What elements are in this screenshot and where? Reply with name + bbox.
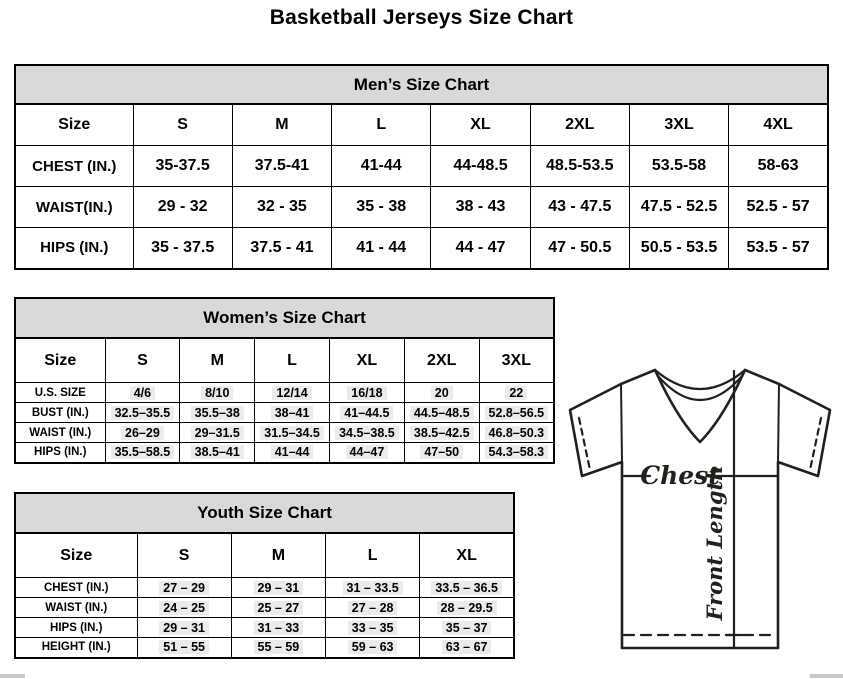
table-band-row bbox=[15, 493, 514, 533]
value-cell: 47 - 50.5 bbox=[530, 228, 629, 269]
page-title: Basketball Jerseys Size Chart bbox=[269, 6, 574, 29]
value-cell: 32.5–35.5 bbox=[105, 403, 180, 423]
table-row bbox=[15, 403, 554, 423]
value-cell: 52.8–56.5 bbox=[479, 403, 554, 423]
value-cell: 27 – 29 bbox=[137, 578, 231, 598]
value-cell: 50.5 - 53.5 bbox=[629, 228, 728, 269]
column-header: S bbox=[105, 338, 180, 383]
womens-size-chart-table bbox=[14, 297, 555, 464]
value-cell: 4/6 bbox=[105, 383, 180, 403]
youth-size-chart-table bbox=[14, 492, 515, 659]
value-cell: 53.5 - 57 bbox=[729, 228, 828, 269]
value-cell: 32 - 35 bbox=[232, 187, 331, 228]
table-row bbox=[15, 383, 554, 403]
column-header: M bbox=[180, 338, 255, 383]
column-header: 3XL bbox=[629, 104, 728, 146]
value-cell: 35.5–38 bbox=[180, 403, 255, 423]
table-row bbox=[15, 228, 828, 269]
value-cell: 44-48.5 bbox=[431, 146, 530, 187]
value-cell: 55 – 59 bbox=[231, 638, 325, 658]
value-cell: 20 bbox=[404, 383, 479, 403]
value-cell: 38–41 bbox=[255, 403, 330, 423]
value-cell: 52.5 - 57 bbox=[729, 187, 828, 228]
value-cell: 53.5-58 bbox=[629, 146, 728, 187]
table-band-row bbox=[15, 298, 554, 338]
value-cell: 37.5-41 bbox=[232, 146, 331, 187]
front-length-label: Front Length bbox=[702, 465, 727, 621]
scrollbar-fragment-left bbox=[0, 674, 25, 678]
table-row bbox=[15, 598, 514, 618]
row-label: HIPS (IN.) bbox=[15, 618, 137, 638]
value-cell: 29 – 31 bbox=[231, 578, 325, 598]
column-header-row bbox=[15, 104, 828, 146]
value-cell: 33.5 – 36.5 bbox=[420, 578, 514, 598]
chest-label: Chest bbox=[640, 461, 720, 490]
value-cell: 41–44.5 bbox=[329, 403, 404, 423]
table-row bbox=[15, 443, 554, 463]
column-header: M bbox=[231, 533, 325, 578]
value-cell: 29 - 32 bbox=[133, 187, 232, 228]
value-cell: 35 - 38 bbox=[332, 187, 431, 228]
column-header: 2XL bbox=[404, 338, 479, 383]
value-cell: 25 – 27 bbox=[231, 598, 325, 618]
value-cell: 46.8–50.3 bbox=[479, 423, 554, 443]
column-header: 2XL bbox=[530, 104, 629, 146]
value-cell: 27 – 28 bbox=[326, 598, 420, 618]
column-header: XL bbox=[431, 104, 530, 146]
column-header: L bbox=[326, 533, 420, 578]
row-label: HIPS (IN.) bbox=[15, 443, 105, 463]
row-label: WAIST (IN.) bbox=[15, 598, 137, 618]
value-cell: 28 – 29.5 bbox=[420, 598, 514, 618]
value-cell: 38.5–42.5 bbox=[404, 423, 479, 443]
row-label: BUST (IN.) bbox=[15, 403, 105, 423]
value-cell: 44–47 bbox=[329, 443, 404, 463]
value-cell: 63 – 67 bbox=[420, 638, 514, 658]
value-cell: 8/10 bbox=[180, 383, 255, 403]
row-label: WAIST(IN.) bbox=[15, 187, 133, 228]
value-cell: 22 bbox=[479, 383, 554, 403]
column-header: L bbox=[255, 338, 330, 383]
value-cell: 35 – 37 bbox=[420, 618, 514, 638]
value-cell: 54.3–58.3 bbox=[479, 443, 554, 463]
value-cell: 47–50 bbox=[404, 443, 479, 463]
jersey-measurement-diagram bbox=[558, 358, 843, 658]
table-title: Men’s Size Chart bbox=[15, 65, 828, 104]
column-header: 4XL bbox=[729, 104, 828, 146]
value-cell: 31 – 33 bbox=[231, 618, 325, 638]
mens-size-chart-table bbox=[14, 64, 829, 270]
column-header: 3XL bbox=[479, 338, 554, 383]
table-row bbox=[15, 146, 828, 187]
value-cell: 43 - 47.5 bbox=[530, 187, 629, 228]
value-cell: 38.5–41 bbox=[180, 443, 255, 463]
table-row bbox=[15, 187, 828, 228]
value-cell: 41-44 bbox=[332, 146, 431, 187]
scrollbar-fragment-right bbox=[810, 674, 843, 678]
column-header-row bbox=[15, 533, 514, 578]
value-cell: 35-37.5 bbox=[133, 146, 232, 187]
value-cell: 47.5 - 52.5 bbox=[629, 187, 728, 228]
column-header: Size bbox=[15, 338, 105, 383]
table-row bbox=[15, 578, 514, 598]
row-label: U.S. SIZE bbox=[15, 383, 105, 403]
value-cell: 16/18 bbox=[329, 383, 404, 403]
column-header: S bbox=[133, 104, 232, 146]
value-cell: 37.5 - 41 bbox=[232, 228, 331, 269]
value-cell: 26–29 bbox=[105, 423, 180, 443]
jersey-outline-icon bbox=[558, 358, 843, 658]
column-header: S bbox=[137, 533, 231, 578]
table-title: Youth Size Chart bbox=[15, 493, 514, 533]
value-cell: 38 - 43 bbox=[431, 187, 530, 228]
row-label: WAIST (IN.) bbox=[15, 423, 105, 443]
value-cell: 41 - 44 bbox=[332, 228, 431, 269]
table-title: Women’s Size Chart bbox=[15, 298, 554, 338]
value-cell: 59 – 63 bbox=[326, 638, 420, 658]
value-cell: 31 – 33.5 bbox=[326, 578, 420, 598]
column-header: Size bbox=[15, 104, 133, 146]
column-header: XL bbox=[420, 533, 514, 578]
value-cell: 12/14 bbox=[255, 383, 330, 403]
value-cell: 29 – 31 bbox=[137, 618, 231, 638]
row-label: HIPS (IN.) bbox=[15, 228, 133, 269]
table-band-row bbox=[15, 65, 828, 104]
value-cell: 24 – 25 bbox=[137, 598, 231, 618]
value-cell: 33 – 35 bbox=[326, 618, 420, 638]
column-header: XL bbox=[329, 338, 404, 383]
row-label: CHEST (IN.) bbox=[15, 146, 133, 187]
column-header: L bbox=[332, 104, 431, 146]
value-cell: 35 - 37.5 bbox=[133, 228, 232, 269]
value-cell: 41–44 bbox=[255, 443, 330, 463]
row-label: HEIGHT (IN.) bbox=[15, 638, 137, 658]
column-header: Size bbox=[15, 533, 137, 578]
value-cell: 34.5–38.5 bbox=[329, 423, 404, 443]
value-cell: 29–31.5 bbox=[180, 423, 255, 443]
row-label: CHEST (IN.) bbox=[15, 578, 137, 598]
value-cell: 44 - 47 bbox=[431, 228, 530, 269]
value-cell: 35.5–58.5 bbox=[105, 443, 180, 463]
value-cell: 44.5–48.5 bbox=[404, 403, 479, 423]
table-row bbox=[15, 618, 514, 638]
value-cell: 51 – 55 bbox=[137, 638, 231, 658]
table-row bbox=[15, 423, 554, 443]
value-cell: 58-63 bbox=[729, 146, 828, 187]
column-header: M bbox=[232, 104, 331, 146]
value-cell: 48.5-53.5 bbox=[530, 146, 629, 187]
table-row bbox=[15, 638, 514, 658]
column-header-row bbox=[15, 338, 554, 383]
value-cell: 31.5–34.5 bbox=[255, 423, 330, 443]
